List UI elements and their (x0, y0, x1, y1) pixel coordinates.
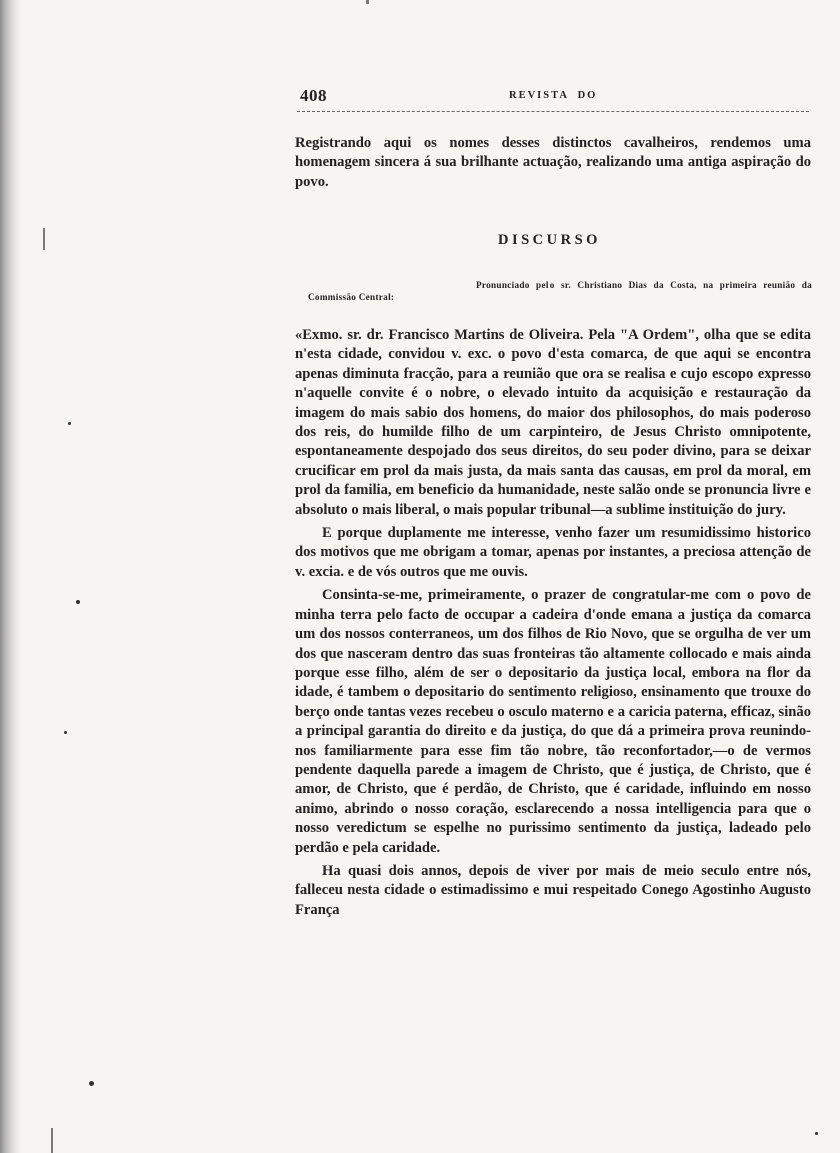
speck (64, 731, 67, 734)
intro-paragraph: Registrando aqui os nomes desses distinctos cavalheiros, rendemos uma homenagem sincera á sua brilhante actuação, realizando uma antiga aspiração do povo. (295, 135, 811, 190)
speck (76, 600, 80, 604)
paragraph: «Exmo. sr. dr. Francisco Martins de Oliveira. Pela "A Ordem", olha que se edita n'esta cidade, convidou v. exc. o povo d'esta comarca, de que aqui se encontra apenas diminuta fracção, para a reunião que ora se realisa e cujo escopo expresso n'aquelle convite é o nobre, o elevado intuito da acquisição e restauração da imagem do mais sabio dos homens, do maior dos philosophos, do mais poderoso dos reis, do humilde filho de um carpinteiro, de Jesus Christo omnipotente, espontaneamente despojado dos seus direitos, do seu poder divino, para se deixar crucificar em prol da mais justa, da mais santa das causas, em prol da moral, em prol da familia, em beneficio da humanidade, neste salão onde se pronuncia livre e absoluto o mais liberal, o mais popular tribunal—a sublime instituição do jury. (295, 327, 811, 518)
page-edge-shadow (0, 0, 22, 1153)
page-header (297, 86, 809, 110)
section-title: DISCURSO (498, 232, 601, 248)
paragraph: Ha quasi dois annos, depois de viver por mais de meio seculo entre nós, falleceu nesta cidade o estimadissimo e mui respeitado Conego Agostinho Augusto França (295, 862, 811, 918)
speck (815, 1132, 818, 1135)
paragraph: E porque duplamente me interesse, venho fazer um resumidissimo historico dos motivos que me obrigam a tomar, apenas por instantes, a preciosa attenção de v. excia. e de vós outros que me ouvis. (295, 525, 811, 580)
paragraph: Consinta-se-me, primeiramente, o prazer de congratular-me com o povo de minha terra pelo facto de occupar a cadeira d'onde emana a justiça da comarca um dos nossos conterraneos, um dos filhos de Rio Novo, que se orgulha de ver um dos que nasceram dentro das suas fronteiras tão altamente collocado e mais ainda porque esse filho, além de ser o depositario da justiça local, embora na flor da idade, é tambem o depositario do sentimento religioso, ensinamento que trouxe do berço onde tantas vezes recebeu o osculo materno e a caricia paterna, efficaz, sinão a principal garantia do direito e da justiça, do que dá a primeira prova reunindo-nos familiarmente para esse fim tão nobre, tão reconfortador,—o de vermos pendente daquella parede a imagem de Christo, que é justiça, de Christo, que é amor, de Christo, que é perdão, de Christo, que é caridade, influindo em nosso animo, abrindo o nosso coração, esclarecendo a nossa intelligencia para que o nosso veredictum se espelhe no purissimo sentimento da justiça, ladeado pelo perdão e pela caridade. (295, 587, 811, 856)
page-number: 408 (300, 86, 327, 105)
header-rule (297, 111, 809, 112)
edge-mark (51, 1128, 53, 1153)
edge-mark (366, 0, 369, 4)
speck (68, 422, 71, 425)
speech-body (295, 326, 811, 924)
edge-mark (43, 228, 45, 250)
section-subtitle: Pronunciado pel o sr. Christiano Dias da Costa, na primeira reunião da Commissão Central: (308, 280, 812, 302)
running-head: REVISTA DO (509, 90, 598, 101)
speck (89, 1081, 94, 1086)
